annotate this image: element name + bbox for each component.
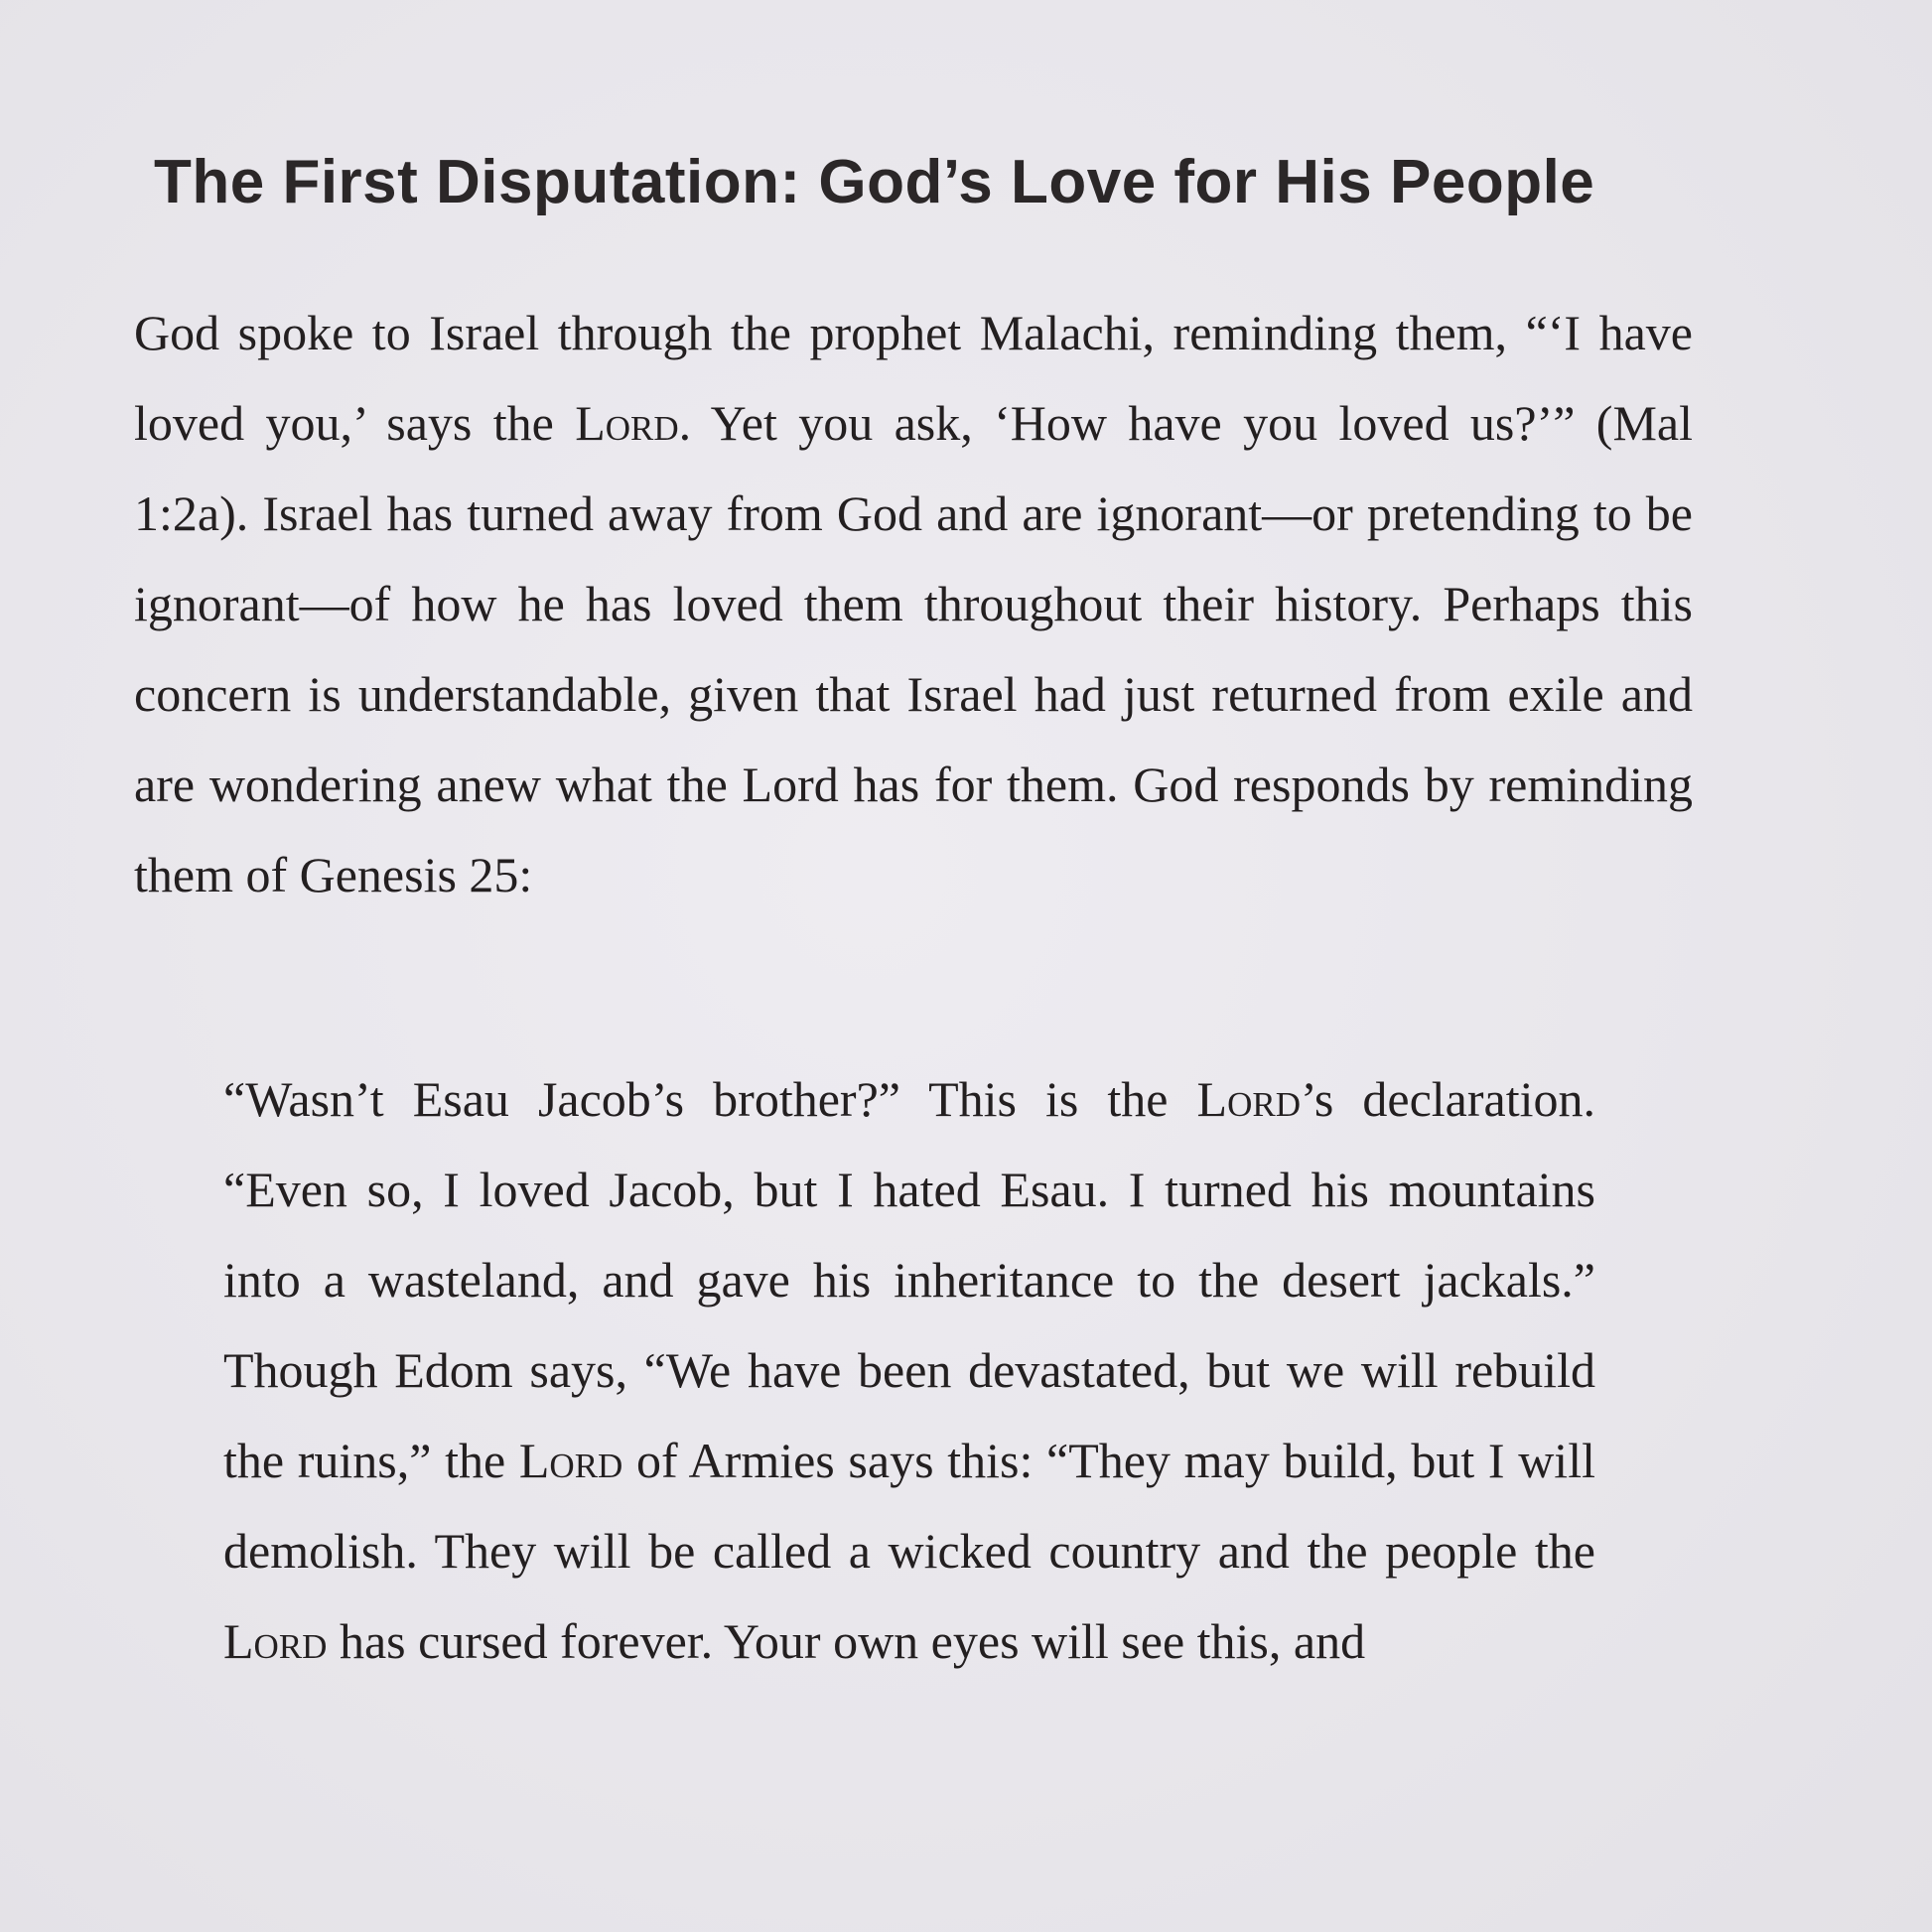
lord-small-caps: Lord — [575, 395, 679, 451]
lord-small-caps: Lord — [1196, 1071, 1301, 1127]
body-text-2: . Yet you ask, ‘How have you loved us?’” (Mal 1:2a). Israel has turned away from God and are ignorant—or pretending to be ignorant—of how he has loved them throughout their history. Perhaps this concern is understandable, given that Israel had just returned from exile and are wondering anew what the Lord has for them. God responds by reminding them of Genesis 25: — [134, 395, 1693, 902]
body-text-1: God spoke to Israel through the prophet Malachi, reminding them, “‘I have loved you,’ says the — [134, 305, 1693, 451]
section-heading: The First Disputation: God’s Love for His People — [154, 148, 1595, 216]
lord-small-caps: Lord — [518, 1433, 623, 1488]
body-paragraph — [134, 288, 1693, 920]
block-quote — [223, 1054, 1595, 1687]
lord-small-caps: Lord — [223, 1613, 328, 1669]
quote-text-4: has cursed forever. Your own eyes will see this, and — [327, 1613, 1366, 1669]
quote-text-2: ’s declaration. “Even so, I loved Jacob, but I hated Esau. I turned his mountains into a wasteland, and gave his inheritance to the desert jackals.” Though Edom says, “We have been devastated, but we will rebuild the ruins,” the — [223, 1071, 1595, 1488]
quote-text-3: of Armies says this: “They may build, but I will demolish. They will be called a wicked country and the people the — [223, 1433, 1595, 1579]
quote-text-1: “Wasn’t Esau Jacob’s brother?” This is the — [223, 1071, 1197, 1127]
